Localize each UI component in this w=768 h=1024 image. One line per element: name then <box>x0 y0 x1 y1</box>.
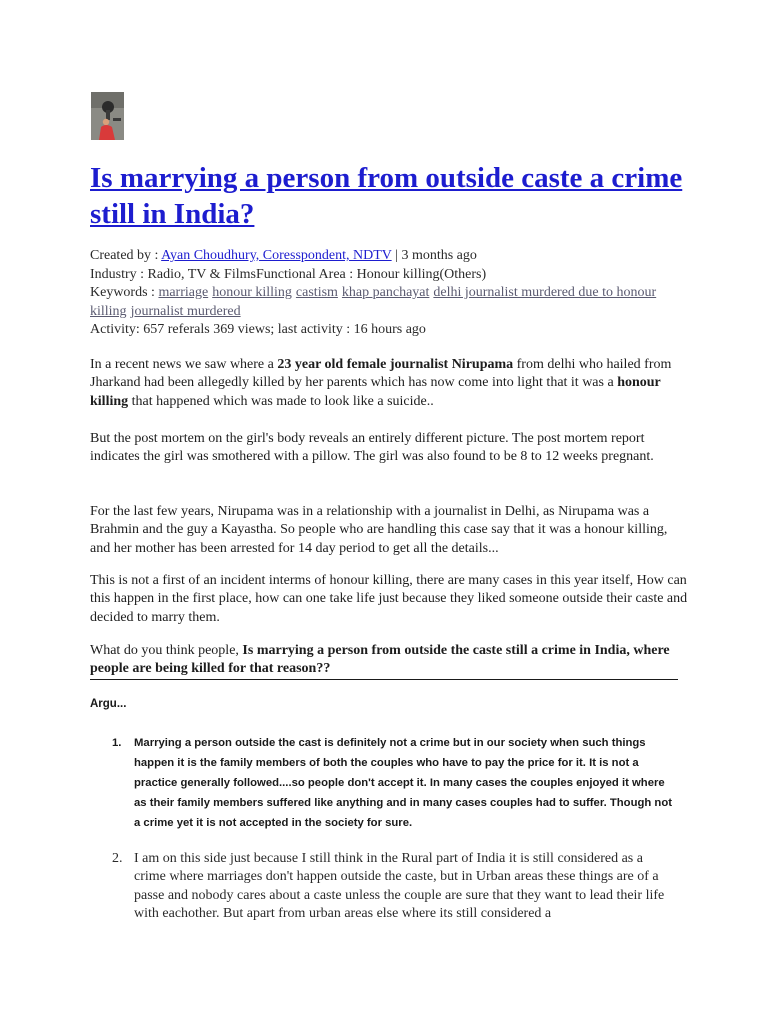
paragraph-2: But the post mortem on the girl's body reveals an entirely different picture. The post mortem report indicates the girl was smothered with a pillow. The girl was also found to be 8 to 12 weeks pregnant. <box>90 431 654 465</box>
created-by-line <box>90 247 690 266</box>
paragraph-3: For the last few years, Nirupama was in a relationship with a journalist in Delhi, as Nirupama was a Brahmin and the guy a Kayastha. So people who are handling this case say that it was a honour killing, and her mother has been arrested for 14 day period to get all the details... <box>90 504 668 556</box>
keyword-link-castism[interactable]: castism <box>295 285 338 300</box>
keyword-link-journalist-murdered[interactable]: journalist murdered <box>130 303 241 319</box>
page-title[interactable] <box>90 160 690 232</box>
keyword-link-honour-killing[interactable]: honour killing <box>212 285 292 300</box>
keyword-link-marriage[interactable]: marriage <box>158 285 209 300</box>
keywords-label: Keywords : <box>90 285 159 300</box>
argument-number: 1. <box>112 737 122 749</box>
time-separator: | <box>391 248 402 263</box>
author-avatar[interactable] <box>91 92 124 140</box>
post-meta <box>90 247 690 340</box>
paragraph-1 <box>90 356 690 411</box>
p5-bold-question: Is marrying a person from outside the caste still a crime in India, where people are being killed for that reason?? <box>90 643 670 677</box>
keyword-link-delhi-journalist[interactable]: delhi journalist murdered due to honour killing <box>90 285 657 319</box>
created-by-label: Created by : <box>90 248 162 263</box>
keyword-link-khap-panchayat[interactable]: khap panchayat <box>341 285 430 300</box>
industry-line: Industry : Radio, TV & FilmsFunctional Area : Honour killing(Others) <box>90 266 487 282</box>
arguments-heading: Argu... <box>90 698 127 710</box>
p1-text-a: In a recent news we saw where a <box>90 357 278 372</box>
activity-line: Activity: 657 referals 369 views; last activity : 16 hours ago <box>90 322 426 337</box>
p1-text-e: that happened which was made to look like a suicide.. <box>128 393 434 409</box>
p5-text: What do you think people, <box>90 643 243 658</box>
argument-text: I am on this side just because I still think in the Rural part of India it is still considered as a crime where marriages don't happen outside the caste, but in Urban areas these things are of a passe and nobody cares about a caste unless the couple are sure that they want to lead their life with eachother. But apart from urban areas else where its still considered a <box>134 851 665 922</box>
argument-number: 2. <box>112 851 123 866</box>
p1-bold-honour-killing: honour killing <box>90 375 661 409</box>
time-ago: 3 months ago <box>401 248 477 263</box>
paragraph-5-question <box>90 642 690 679</box>
title-link[interactable]: Is marrying a person from outside caste a crime still in India? <box>90 162 683 230</box>
keywords-block <box>90 285 656 319</box>
p1-bold-journalist: 23 year old female journalist Nirupama <box>277 357 514 372</box>
author-link[interactable]: Ayan Choudhury, Coresspondent, NDTV <box>161 248 392 263</box>
paragraph-4: This is not a first of an incident interms of honour killing, there are many cases in this year itself, How can this happen in the first place, how can one take life just because they liked someone outside their caste and decided to marry them. <box>90 573 688 625</box>
argument-text: Marrying a person outside the cast is definitely not a crime but in our society when such things happen it is the family members of both the couples who have to pay the price for it. It is not a practice generally followed....so people don't accept it. In many cases the couples enjoyed it where as their family members suffered like anything and in many cases couples had to suffer. Though not a crime yet it is not accepted in the society for sure. <box>134 737 672 829</box>
divider <box>90 679 678 680</box>
p1-text-c: from delhi who hailed from Jharkand had been allegedly killed by her parents which has now come into light that it was a <box>90 357 672 391</box>
